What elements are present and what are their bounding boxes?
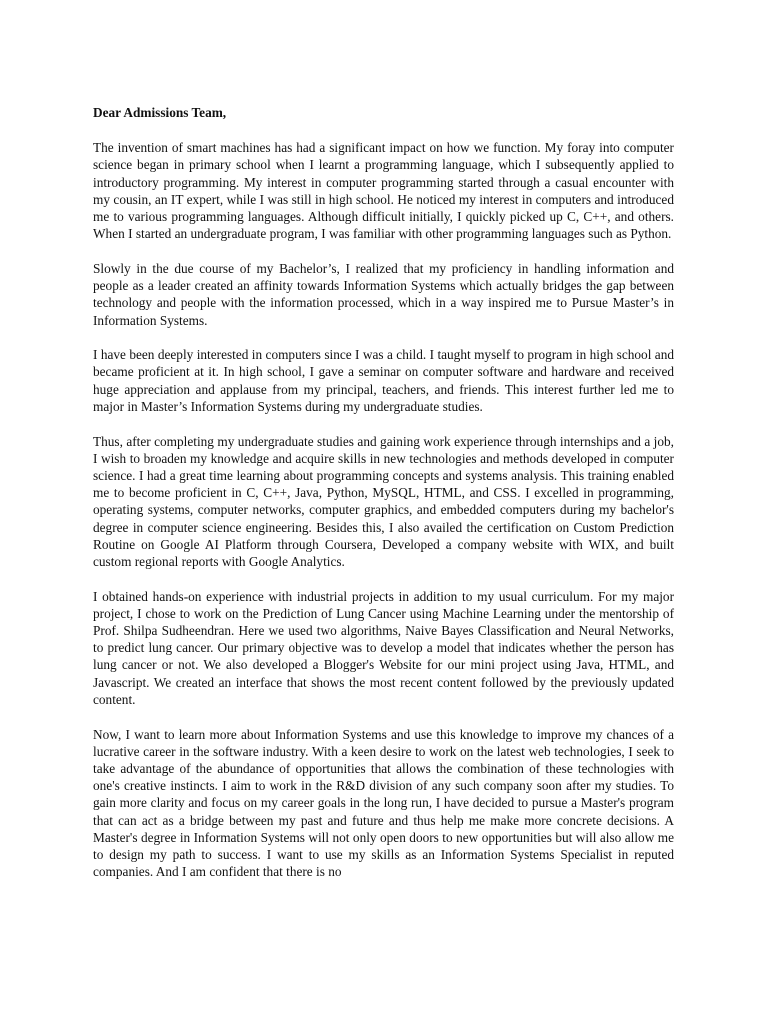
- paragraph-projects: I obtained hands-on experience with industrial projects in addition to my usual curriculum. For my major project, I chose to work on the Prediction of Lung Cancer using Machine Learning under the mentorship of Prof. Shilpa Sudheendran. Here we used two algorithms, Naive Bayes Classification and Neural Networks, to predict lung cancer. Our primary objective was to develop a model that indicates whether the person has lung cancer or not. We also developed a Blogger's Website for our mini project using Java, HTML, and Javascript. We created an interface that shows the most recent content followed by the previously updated content.: [93, 588, 674, 707]
- paragraph-skills: Thus, after completing my undergraduate studies and gaining work experience through internships and a job, I wish to broaden my knowledge and acquire skills in new technologies and methods developed in computer science. I had a great time learning about programming concepts and systems analysis. This training enabled me to become proficient in C, C++, Java, Python, MySQL, HTML, and CSS. I excelled in programming, operating systems, computer networks, computer graphics, and embedded computers during my bachelor's degree in computer science engineering. Besides this, I also availed the certification on Custom Prediction Routine on Google AI Platform through Coursera, Developed a company website with WIX, and built custom regional reports with Google Analytics.: [93, 433, 674, 569]
- paragraph-intro: The invention of smart machines has had a significant impact on how we function. My foray into computer science began in primary school when I learnt a programming language, which I subsequently applied to introductory programming. My interest in computer programming started through a casual encounter with my cousin, an IT expert, while I was still in high school. He noticed my interest in computers and introduced me to various programming languages. Although difficult initially, I quickly picked up C, C++, and others. When I started an undergraduate program, I was familiar with other programming languages such as Python.: [93, 140, 674, 242]
- paragraph-childhood-interest: I have been deeply interested in computers since I was a child. I taught myself to program in high school and became proficient at it. In high school, I gave a seminar on computer software and hardware and received huge appreciation and applause from my principal, teachers, and friends. This interest further led me to major in Master’s Information Systems during my undergraduate studies.: [93, 347, 674, 414]
- paragraph-career-goals: Now, I want to learn more about Information Systems and use this knowledge to improve my chances of a lucrative career in the software industry. With a keen desire to work on the latest web technologies, I seek to take advantage of the abundance of opportunities that allows the combination of these technologies with one's creative instincts. I aim to work in the R&D division of any such company soon after my studies. To gain more clarity and focus on my career goals in the long run, I have decided to pursue a Master's program that can act as a bridge between my past and future and thus help me make more concrete decisions. A Master's degree in Information Systems will not only open doors to new opportunities but will also allow me to design my path to success. I want to use my skills as an Information Systems Specialist in reputed companies. And I am confident that there is no: [93, 726, 674, 880]
- paragraph-bachelors-inspiration: Slowly in the due course of my Bachelor’s, I realized that my proficiency in handling information and people as a leader created an affinity towards Information Systems which actually bridges the gap between technology and people with the information processed, which in a way inspired me to Pursue Master’s in Information Systems.: [93, 260, 674, 328]
- letter-body: [93, 104, 674, 880]
- salutation: Dear Admissions Team,: [93, 105, 227, 120]
